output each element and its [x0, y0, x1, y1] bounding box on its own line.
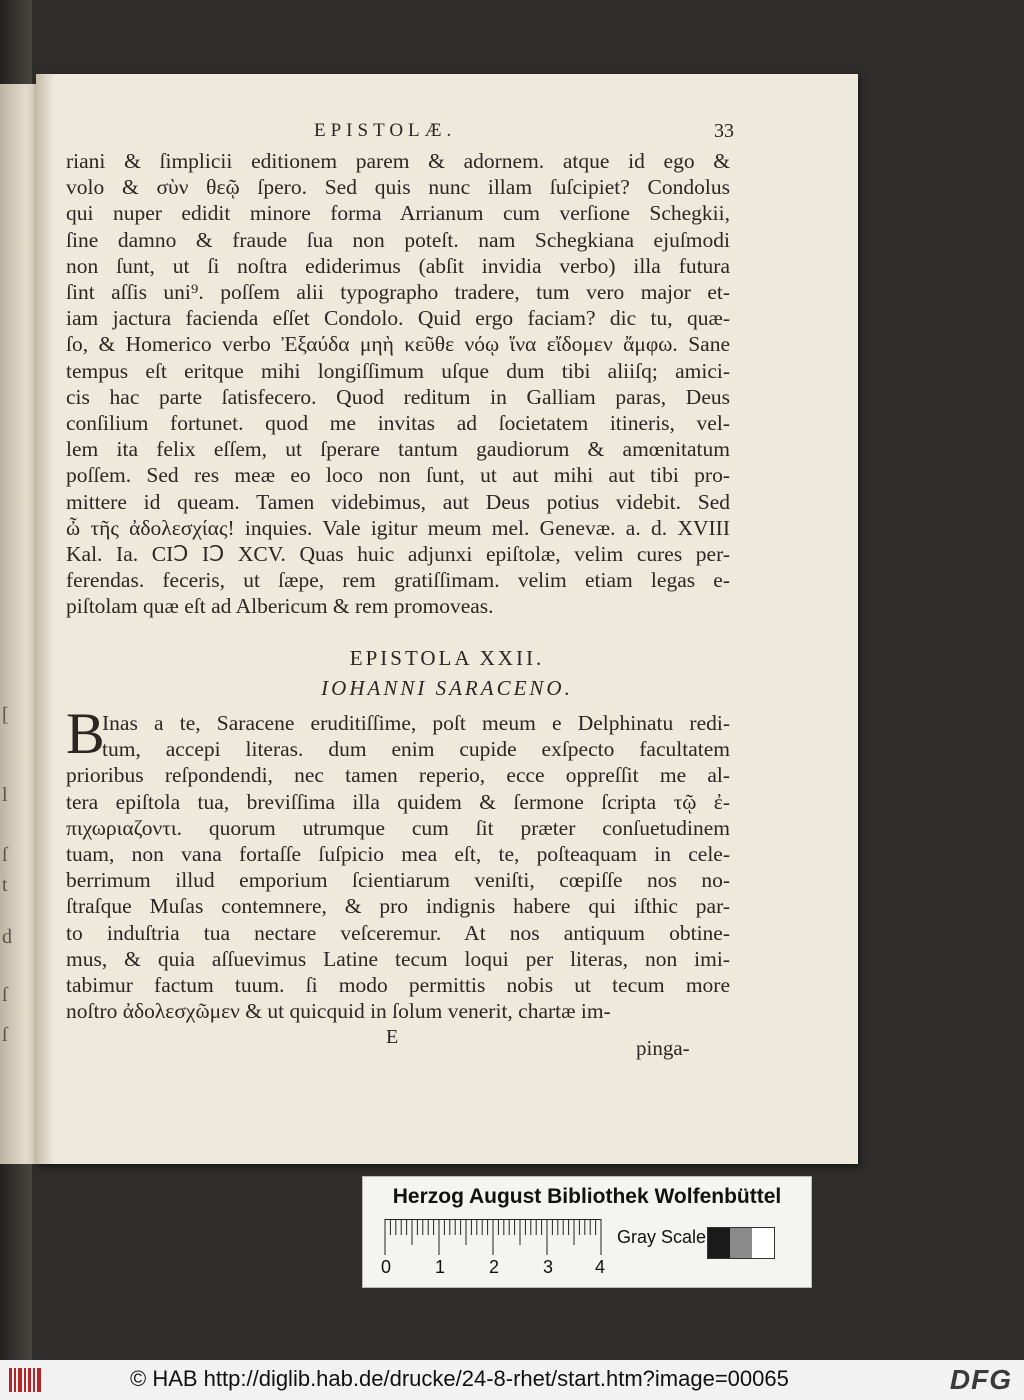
text-line: ſo, & Homerico verbo Ἐξαύδα μηὴ κεῦθε νόῳ ἵνα εἴδομεν ἄμφω. Sane [66, 332, 730, 357]
ruler-number: 0 [381, 1257, 392, 1277]
book-page [36, 74, 858, 1164]
text-line: iam jactura facienda eſſet Condolo. Quid ergo faciam? dic tu, quæ- [66, 306, 730, 331]
text-line: tera epiſtola tua, breviſſima illa quidem & ſermone ſcripta τῷ ἐ- [66, 789, 730, 814]
text-line: riani & ſimplicii editionem parem & adornem. atque id ego & [66, 149, 730, 173]
page-number: 33 [714, 120, 734, 142]
epistola-heading: EPISTOLA XXII. [349, 646, 545, 670]
text-line: poſſem. Sed res meæ eo loco non ſunt, ut aut mihi aut tibi pro- [66, 463, 730, 488]
text-line: ſtraſque Muſas contemnere, & pro indignis habere qui iſthic par- [66, 894, 730, 919]
text-line: volo & σὺν θεῷ ſpero. Sed quis nunc illam ſuſcipiet? Condolus [66, 175, 730, 200]
footer-bar [0, 1360, 1024, 1400]
letter-text-block [66, 148, 730, 620]
text-line: qui nuper edidit minore forma Arrianum cum verſione Schegkii, [66, 201, 730, 226]
text-line: ſine damno & fraude ſua non poteſt. nam Schegkiana ejuſmodi [66, 227, 730, 252]
previous-page-fragment: ſ [2, 984, 8, 1006]
addressee-heading: IOHANNI SARACENO. [321, 676, 573, 700]
dfg-logo: DFG [949, 1364, 1012, 1395]
signature-mark: E [386, 1026, 399, 1048]
barcode-logo-icon [8, 1366, 44, 1394]
text-line: prioribus reſpondendi, nec tamen reperio, ecce oppreſſit me al- [66, 763, 730, 788]
text-line: cis hac parte ſatisfecero. Quod reditum in Galliam paras, Deus [66, 384, 730, 409]
ruler-number: 1 [435, 1257, 446, 1277]
previous-page-fragment: [ [2, 704, 9, 726]
text-line: mus, & quia aſſuevimus Latine tecum loqui per literas, non imi- [66, 946, 730, 971]
text-line: berrimum illud emporium ſcientiarum veniſti, cœpiſſe nos no- [66, 868, 730, 893]
text-line: piſtolam quæ eſt ad Albericum & rem promoveas. [66, 594, 494, 619]
text-line: ferendas. feceris, ut ſæpe, rem gratiſſimam. velim etiam legas e- [66, 568, 730, 593]
ruler-number: 4 [595, 1257, 606, 1277]
text-line: tuam, non vana fortaſſe ſuſpicio mea eſt, te, poſteaquam in cele- [66, 842, 730, 867]
previous-page-edge [0, 84, 37, 1164]
previous-page-fragment: l [2, 784, 8, 806]
text-line: tabimur factum tuum. ſi modo permittis nobis ut tecum more [66, 973, 730, 998]
ruler-number: 3 [543, 1257, 554, 1277]
text-line: lem ita felix eſſem, ut ſperare tantum gaudiorum & amœnitatum [66, 437, 730, 462]
text-line: tum, accepi literas. dum enim cupide exſpecto facultatem [102, 737, 730, 762]
previous-page-fragment: ſ [2, 844, 8, 866]
gray-swatch [708, 1228, 730, 1258]
text-line: Kal. Ia. CIↃ IↃ XCV. Quas huic adjunxi epiſtolæ, velim cures per- [66, 542, 730, 567]
catchword: pinga- [636, 1036, 690, 1060]
gray-scale-label: Gray Scale [617, 1227, 707, 1247]
library-name: Herzog August Bibliothek Wolfenbüttel [392, 1185, 782, 1208]
text-line: πιχωριαζοντι. quorum utrumque cum ſit præter conſuetudinem [66, 815, 730, 840]
drop-cap-initial: B [66, 701, 105, 766]
gray-swatch [730, 1228, 752, 1258]
gray-swatch [752, 1228, 774, 1258]
letter-text-block [66, 701, 730, 1024]
text-line: noſtro ἀδολεσχῶμεν & ut quicquid in ſolum venerit, chartæ im- [66, 999, 611, 1024]
gray-scale-swatches [707, 1227, 775, 1259]
color-calibration-card [362, 1176, 812, 1288]
previous-page-fragment: t [2, 874, 8, 896]
text-line: mittere id queam. Tamen videbimus, aut Deus potius videbit. Sed [66, 489, 730, 514]
copyright-link[interactable]: © HAB http://diglib.hab.de/drucke/24-8-rhet/start.htm?image=00065 [130, 1366, 789, 1391]
text-line: tempus eſt eritque mihi longiſſimum uſque dum tibi aliiſq; amici- [66, 358, 730, 383]
text-line: ὦ τῆς ἀδολεσχίας! inquies. Vale igitur meum mel. Genevæ. a. d. XVIII [66, 515, 730, 540]
text-line: conſilium fortunet. quod me invitas ad ſocietatem itineris, vel- [66, 411, 730, 436]
text-line: ſint aſſis uni⁹. poſſem alii typographo tradere, tum vero major et- [66, 280, 730, 305]
previous-page-fragment: ſ [2, 1024, 8, 1046]
previous-page-fragment: d [2, 926, 12, 948]
text-line: to induſtria tua nectare veſceremur. At nos antiquum obtine- [66, 920, 730, 945]
ruler-number: 2 [489, 1257, 500, 1277]
ruler-scale [383, 1219, 619, 1257]
text-line: non ſunt, ut ſi noſtra ediderimus (abſit invidia verbo) illa futura [66, 253, 730, 278]
running-head [284, 120, 734, 146]
text-line: Inas a te, Saracene eruditiſſime, poſt meum e Delphinatu redi- [102, 711, 730, 735]
running-title: EPISTOLÆ. [314, 120, 457, 141]
